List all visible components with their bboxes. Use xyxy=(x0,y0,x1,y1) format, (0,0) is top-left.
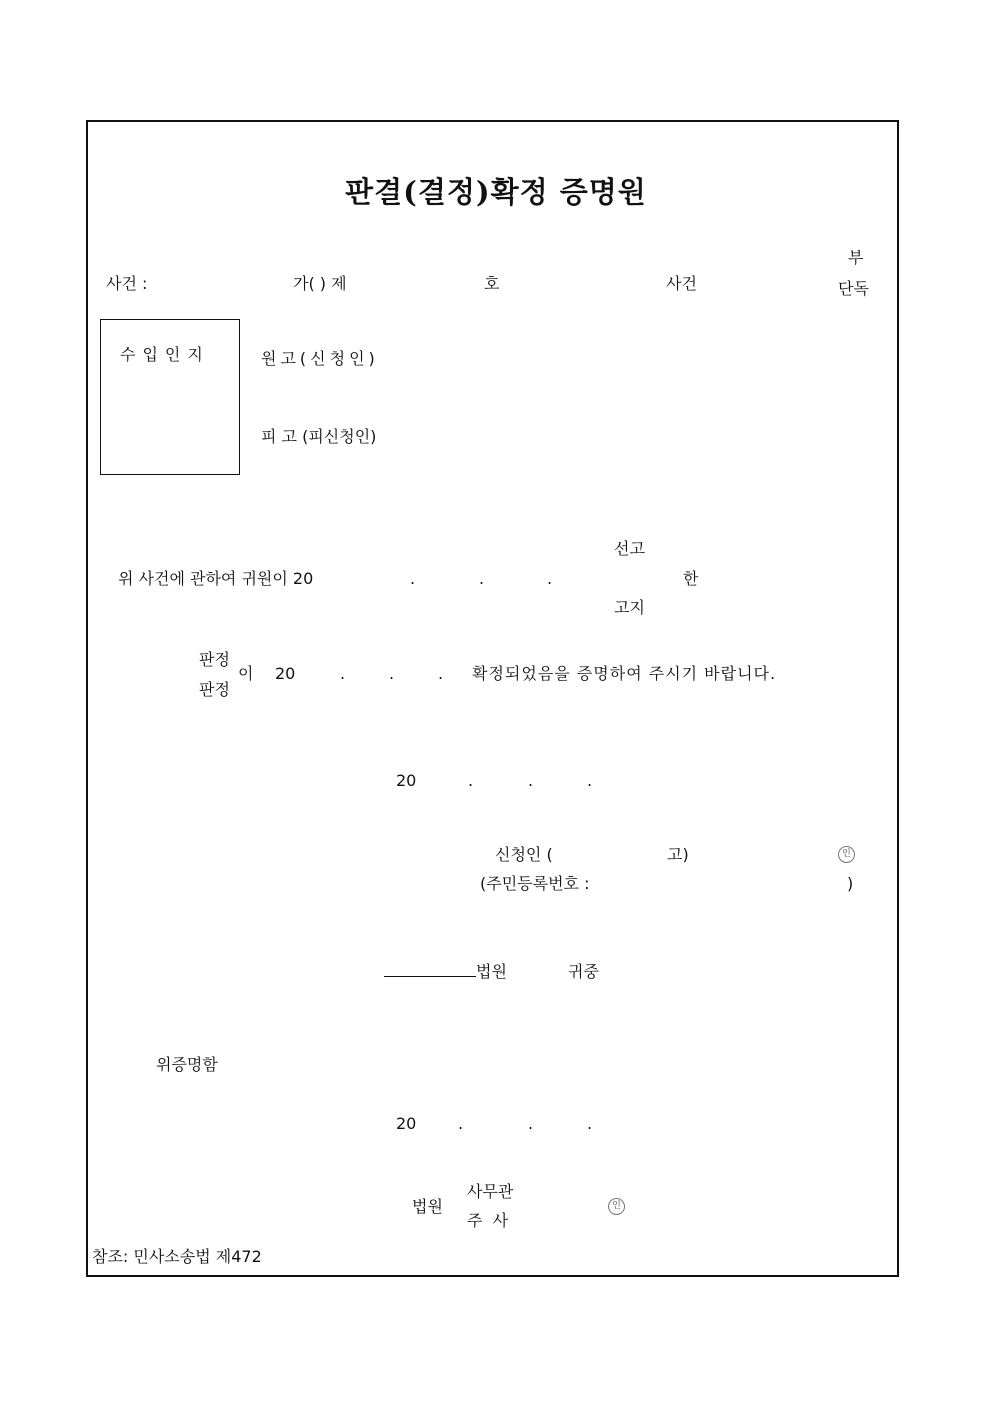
revenue-stamp-box xyxy=(100,319,240,475)
court-addressee xyxy=(384,964,507,980)
date-dot: . xyxy=(547,569,553,588)
applicant-seal-mark: 인 xyxy=(838,846,855,863)
reference-note: 참조: 민사소송법 제472 xyxy=(92,1247,262,1266)
defendant-label: 피 고 (피신청인) xyxy=(261,427,377,446)
case-bu: 부 xyxy=(848,248,864,267)
date-dot: . xyxy=(389,664,395,683)
date-dot: . xyxy=(479,569,485,588)
plaintiff-label: 원고(신청인) xyxy=(261,349,379,368)
year-prefix-2: 20 xyxy=(275,664,296,683)
date-dot: . xyxy=(410,569,416,588)
han-label: 한 xyxy=(683,569,699,588)
court-word: 법원 xyxy=(476,962,507,981)
stamp-label: 수입인지 xyxy=(120,345,210,364)
date-dot: . xyxy=(458,1114,464,1133)
certify-label: 위증명함 xyxy=(156,1055,218,1074)
applicant-go: 고) xyxy=(667,845,689,864)
date1-year: 20 xyxy=(396,771,417,790)
form-title: 판결(결정)확정 증명원 xyxy=(345,175,647,209)
date2-year: 20 xyxy=(396,1114,417,1133)
seongo-label: 선고 xyxy=(614,539,645,558)
date-dot: . xyxy=(468,771,474,790)
panjeong-top: 판정 xyxy=(199,650,230,669)
official-seal-mark: 인 xyxy=(608,1198,625,1215)
official-samugwan: 사무관 xyxy=(467,1182,514,1201)
confirm-text: 확정되었음을 증명하여 주시기 바랍니다. xyxy=(472,664,777,683)
official-court: 법원 xyxy=(412,1197,443,1216)
date-dot: . xyxy=(438,664,444,683)
registration-label: (주민등록번호 : xyxy=(480,874,590,893)
court-name-blank xyxy=(384,964,476,977)
body-line1-prefix: 위 사건에 관하여 귀원이 20 xyxy=(118,569,314,588)
date-dot: . xyxy=(340,664,346,683)
registration-close: ) xyxy=(847,874,854,893)
date-dot: . xyxy=(587,771,593,790)
panjeong-bottom: 판정 xyxy=(199,680,230,699)
case-ga-label: 가( ) 제 xyxy=(293,274,347,293)
applicant-label: 신청인 ( xyxy=(495,845,553,864)
case-label: 사건 : xyxy=(106,274,148,293)
date-dot: . xyxy=(528,1114,534,1133)
case-ho: 호 xyxy=(484,274,500,293)
i-word: 이 xyxy=(238,664,254,683)
official-jusa: 주 사 xyxy=(467,1211,509,1230)
goji-label: 고지 xyxy=(614,598,645,617)
case-dandok: 단독 xyxy=(838,279,869,298)
date-dot: . xyxy=(587,1114,593,1133)
date-dot: . xyxy=(528,771,534,790)
case-word: 사건 xyxy=(666,274,697,293)
gwijung-label: 귀중 xyxy=(568,962,599,981)
